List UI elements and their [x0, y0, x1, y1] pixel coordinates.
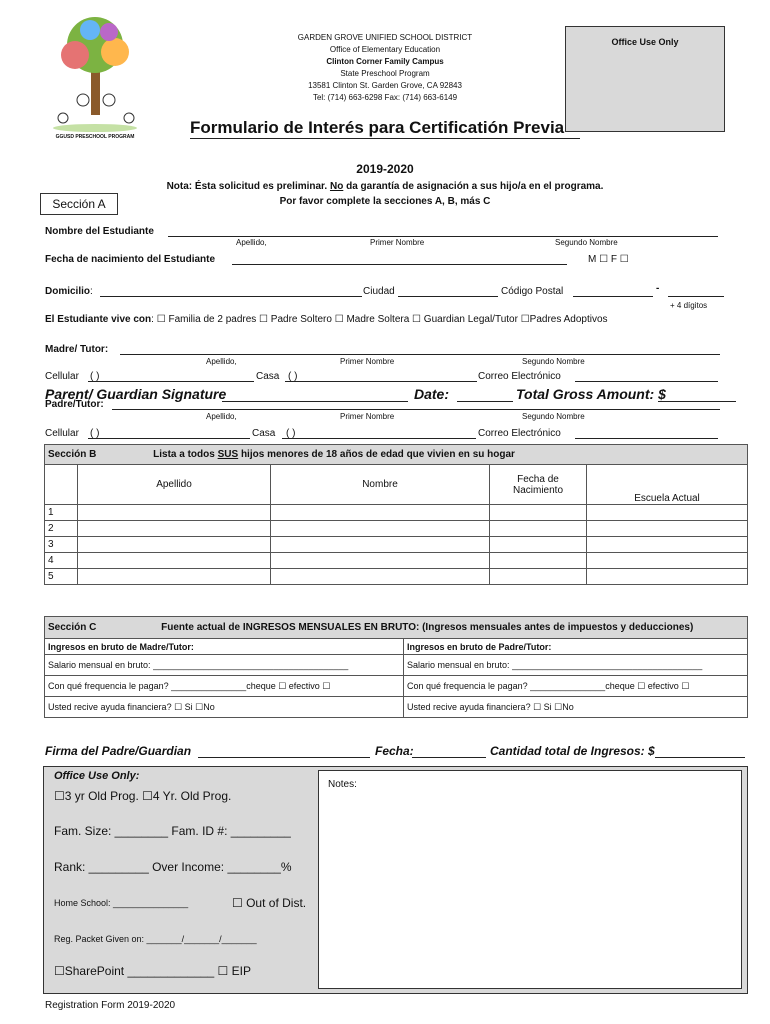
section-c-table: [44, 616, 748, 718]
total-label: Total Gross Amount: $: [516, 386, 666, 402]
office-use-label: Office Use Only: [611, 37, 679, 47]
email2-label: Correo Electrónico: [478, 428, 561, 439]
notes-box[interactable]: [318, 770, 742, 989]
col-dob: Fecha de Nacimiento: [490, 465, 587, 505]
section-b-heading: Lista a todos SUS hijos menores de 18 años de edad que vivien en su hogar: [153, 449, 515, 460]
mother-freq[interactable]: Con qué frequencia le pagan? _______________cheque ☐ efectivo ☐: [45, 676, 404, 697]
section-c-heading: Fuente actual de INGRESOS MENSUALES EN BRUTO: (Ingresos mensuales antes de impuestos y deducciones): [161, 622, 694, 633]
mother-head: Ingresos en bruto de Madre/Tutor:: [45, 639, 404, 655]
section-a-label: Sección A: [40, 193, 118, 215]
parent1-field[interactable]: [120, 354, 720, 355]
home-school-field[interactable]: Home School: _______________: [54, 898, 189, 908]
family-fields[interactable]: Fam. Size: ________ Fam. ID #: _________: [54, 824, 291, 838]
signature2-date-field[interactable]: [412, 757, 486, 758]
address-field[interactable]: [100, 296, 362, 297]
col-school: Escuela Actual: [587, 465, 748, 505]
address-label: Domicilio:: [45, 286, 93, 297]
parent-signature-field[interactable]: [222, 401, 408, 402]
district-logo: [45, 10, 145, 145]
office-bottom-title: Office Use Only:: [54, 770, 140, 782]
email-label: Correo Electrónico: [478, 371, 561, 382]
date-label: Date:: [414, 386, 450, 402]
cell2-label: Cellular: [45, 428, 79, 439]
father-freq[interactable]: Con qué frequencia le pagan? _______________cheque ☐ efectivo ☐: [404, 676, 748, 697]
packet-date-field[interactable]: Reg. Packet Given on: _______/_______/_______: [54, 934, 257, 944]
home-field[interactable]: [285, 381, 477, 382]
office-name: Office of Elementary Education: [329, 45, 441, 54]
parent1-label: Madre/ Tutor:: [45, 344, 109, 355]
table-row[interactable]: 5: [45, 569, 748, 585]
p2-sub-last: Apellido,: [206, 412, 237, 421]
zip-field[interactable]: [573, 296, 653, 297]
cell-field[interactable]: [88, 381, 254, 382]
father-head: Ingresos en bruto de Padre/Tutor:: [404, 639, 748, 655]
signature2-label: Firma del Padre/Guardian: [45, 744, 192, 758]
district-header: [260, 32, 510, 104]
note-line2: Por favor complete la secciones A, B, más C: [279, 196, 491, 207]
section-b-header: Sección B Lista a todos SUS hijos menores de 18 años de edad que vivien en su hogar: [45, 445, 748, 465]
digits-note: + 4 dígitos: [670, 301, 708, 310]
zip-dash: -: [656, 283, 660, 294]
dob-label: Fecha de nacimiento del Estudiante: [45, 254, 216, 265]
cell-paren: ( ): [90, 371, 100, 382]
p2-sub-first: Primer Nombre: [340, 412, 395, 421]
col-last: Apellido: [78, 465, 271, 505]
p2-sub-middle: Segundo Nombre: [522, 412, 585, 421]
email2-field[interactable]: [575, 438, 718, 439]
sub-middle: Segundo Nombre: [555, 238, 618, 247]
student-name-field[interactable]: [168, 236, 718, 237]
gender-checkboxes[interactable]: M ☐ F ☐: [588, 254, 629, 265]
sub-last: Apellido,: [236, 238, 267, 247]
parent-signature-label: Parent/ Guardian Signature: [45, 386, 227, 402]
cell2-paren: ( ): [90, 428, 100, 439]
email-field[interactable]: [575, 381, 718, 382]
notes-label: Notes:: [328, 779, 357, 790]
col-first: Nombre: [271, 465, 490, 505]
lives-with-row: El Estudiante vive con: ☐ Familia de 2 padres ☐ Padre Soltero ☐ Madre Soltera ☐ Guardian Legal/Tutor ☐Padres Adoptivos: [45, 314, 608, 325]
total-field[interactable]: [658, 401, 736, 402]
parent2-field[interactable]: [112, 409, 720, 410]
home2-paren: ( ): [286, 428, 296, 439]
rank-fields[interactable]: Rank: _________ Over Income: ________%: [54, 860, 292, 874]
program-checkboxes[interactable]: ☐3 yr Old Prog. ☐4 Yr. Old Prog.: [54, 789, 232, 803]
section-c-header: Sección C Fuente actual de INGRESOS MENSUALES EN BRUTO: (Ingresos mensuales antes de impuestos y deducciones): [45, 617, 748, 639]
p1-sub-last: Apellido,: [206, 357, 237, 366]
table-row[interactable]: 3: [45, 537, 748, 553]
parent2-label: Padre/Tutor:: [45, 399, 104, 410]
campus-name: Clinton Corner Family Campus: [326, 57, 444, 66]
signature2-total-label: Cantidad total de Ingresos: $: [490, 744, 655, 758]
zip-label: Código Postal: [501, 286, 564, 297]
signature2-field[interactable]: [198, 757, 370, 758]
section-b-table: [44, 444, 748, 585]
zip4-field[interactable]: [668, 296, 724, 297]
mother-salary[interactable]: Salario mensual en bruto: _______________________________________: [45, 655, 404, 676]
program-name: State Preschool Program: [340, 69, 430, 78]
mother-aid[interactable]: Usted recive ayuda financiera? ☐ Si ☐No: [45, 697, 404, 718]
student-name-label: Nombre del Estudiante: [45, 226, 154, 237]
date-field[interactable]: [457, 401, 513, 402]
phone: Tel: (714) 663-6298 Fax: (714) 663-6149: [312, 93, 458, 102]
sub-first: Primer Nombre: [370, 238, 425, 247]
home2-field[interactable]: [282, 438, 476, 439]
form-title: Formulario de Interés para Certificatión Previa: [190, 118, 565, 137]
office-use-box: [565, 26, 725, 132]
signature2-total-field[interactable]: [655, 757, 745, 758]
p1-sub-first: Primer Nombre: [340, 357, 395, 366]
cell-label: Cellular: [45, 371, 79, 382]
year: 2019-2020: [356, 162, 414, 176]
p1-sub-middle: Segundo Nombre: [522, 357, 585, 366]
title-underline: [190, 138, 580, 139]
home2-label: Casa: [252, 428, 276, 439]
col-num: [45, 465, 78, 505]
footer: Registration Form 2019-2020: [45, 1000, 176, 1011]
table-row[interactable]: 1: [45, 505, 748, 521]
city-field[interactable]: [398, 296, 498, 297]
father-aid[interactable]: Usted recive ayuda financiera? ☐ Si ☐No: [404, 697, 748, 718]
signature2-date-label: Fecha:: [375, 744, 414, 758]
cell2-field[interactable]: [88, 438, 250, 439]
home-label: Casa: [256, 371, 280, 382]
home-paren: ( ): [288, 371, 298, 382]
table-row[interactable]: 2: [45, 521, 748, 537]
address: 13581 Clinton St. Garden Grove, CA 92843: [308, 81, 462, 90]
logo-caption: GGUSD PRESCHOOL PROGRAM: [55, 134, 135, 140]
district-name: GARDEN GROVE UNIFIED SCHOOL DISTRICT: [297, 33, 473, 42]
city-label: Ciudad: [363, 286, 395, 297]
sharepoint-eip[interactable]: ☐SharePoint _____________ ☐ EIP: [54, 964, 251, 978]
out-of-dist-checkbox[interactable]: ☐ Out of Dist.: [232, 896, 307, 910]
father-salary[interactable]: Salario mensual en bruto: ______________________________________: [404, 655, 748, 676]
table-row[interactable]: 4: [45, 553, 748, 569]
note-line1: Nota: Ésta solicitud es preliminar. No da garantía de asignación a sus hijo/a en el programa.: [166, 181, 604, 192]
dob-field[interactable]: [232, 264, 567, 265]
